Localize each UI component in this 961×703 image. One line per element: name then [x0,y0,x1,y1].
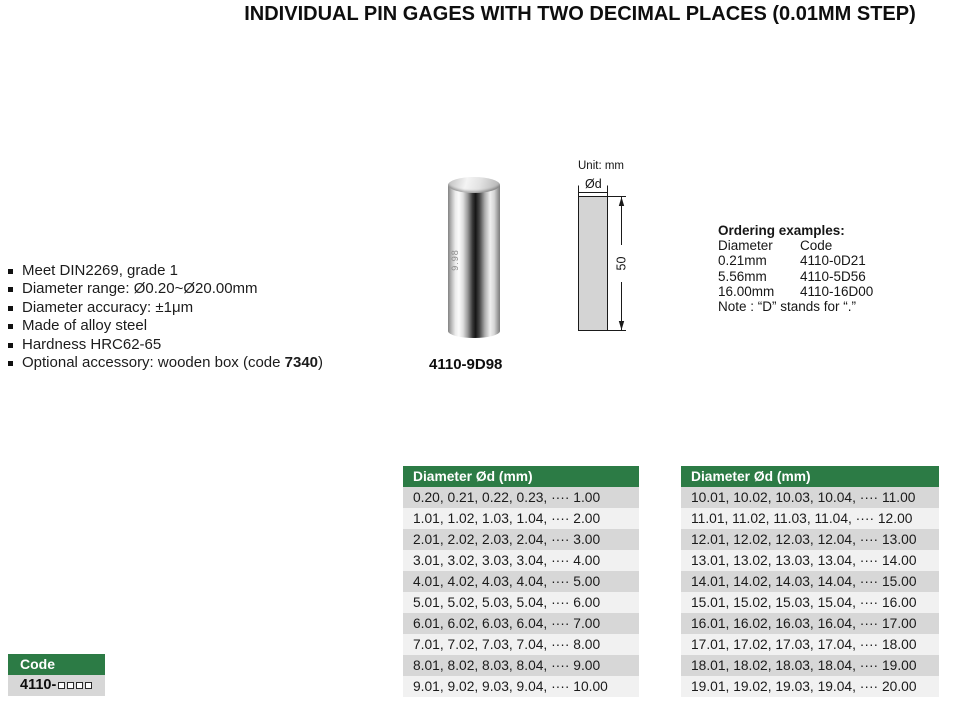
pin-top-cap [448,177,500,193]
table-row: 8.01, 8.02, 8.03, 8.04, ···· 9.00 [403,655,639,676]
feature-text: Diameter range: Ø0.20~Ø20.00mm [22,280,258,298]
ordering-note: Note : “D” stands for “.” [718,299,857,315]
feature-text: Diameter accuracy: ±1μm [22,298,194,316]
table-row: 16.01, 16.02, 16.03, 16.04, ···· 17.00 [681,613,939,634]
table-row: 11.01, 11.02, 11.03, 11.04, ···· 12.00 [681,508,939,529]
feature-text: Made of alloy steel [22,317,148,335]
arrow-up-icon [619,197,624,206]
product-model-label: 4110-9D98 [429,356,503,373]
table-row: 17.01, 17.02, 17.03, 17.04, ···· 18.00 [681,634,939,655]
dimension-drawing [570,157,650,339]
ordering-row [718,269,953,284]
ordering-code: 4110-16D00 [800,283,874,299]
table-row: 6.01, 6.02, 6.03, 6.04, ···· 7.00 [403,613,639,634]
table-row: 1.01, 1.02, 1.03, 1.04, ···· 2.00 [403,508,639,529]
feature-text: Meet DIN2269, grade 1 [22,262,178,279]
ordering-title: Ordering examples: [718,223,845,238]
feature-item [8,317,323,335]
ordering-diameter: 0.21mm [718,253,767,269]
table-row: 14.01, 14.02, 14.03, 14.04, ···· 15.00 [681,571,939,592]
table-row: 3.01, 3.02, 3.03, 3.04, ···· 4.00 [403,550,639,571]
feature-item [8,354,323,372]
feature-item [8,336,323,354]
code-block-header: Code [8,654,105,675]
ordering-header-row [718,238,953,253]
col-diameter-label: Diameter [718,238,773,254]
table-row: 19.01, 19.02, 19.03, 19.04, ···· 20.00 [681,676,939,697]
feature-item [8,280,323,298]
pin-gage-photo [448,177,500,338]
code-prefix: 4110- [20,677,57,693]
table-row: 9.01, 9.02, 9.03, 9.04, ···· 10.00 [403,676,639,697]
length-dim-label: 50 [614,256,629,271]
arrow-down-icon [619,321,624,330]
ordering-code: 4110-5D56 [800,268,866,284]
table-row: 15.01, 15.02, 15.03, 15.04, ···· 16.00 [681,592,939,613]
table-row: 4.01, 4.02, 4.03, 4.04, ···· 5.00 [403,571,639,592]
table-row: 2.01, 2.02, 2.03, 2.04, ···· 3.00 [403,529,639,550]
diameter-table-right [681,466,939,697]
feature-text: Optional accessory: wooden box (code 7340) [22,354,324,372]
ordering-diameter: 16.00mm [718,283,775,299]
table-header: Diameter Ød (mm) [681,466,939,487]
code-pattern [8,675,105,696]
placeholder-square-icon [67,682,74,689]
ordering-code: 4110-0D21 [800,253,866,269]
bullet-square-icon [8,343,13,348]
pin-outline-rect [579,197,608,331]
table-row: 0.20, 0.21, 0.22, 0.23, ···· 1.00 [403,487,639,508]
table-row: 10.01, 10.02, 10.03, 10.04, ···· 11.00 [681,487,939,508]
table-row: 12.01, 12.02, 12.03, 12.04, ···· 13.00 [681,529,939,550]
unit-label: Unit: mm [578,160,624,172]
ordering-row [718,253,953,268]
page-title: INDIVIDUAL PIN GAGES WITH TWO DECIMAL PLACES (0.01MM STEP) [244,3,916,25]
feature-list [8,262,323,372]
table-row: 18.01, 18.02, 18.03, 18.04, ···· 19.00 [681,655,939,676]
table-row: 13.01, 13.02, 13.03, 13.04, ···· 14.00 [681,550,939,571]
bullet-square-icon [8,361,13,366]
ordering-diameter: 5.56mm [718,268,767,284]
table-row: 5.01, 5.02, 5.03, 5.04, ···· 6.00 [403,592,639,613]
col-code-label: Code [800,238,833,254]
diameter-dim-label: Ød [585,177,602,191]
table-row: 7.01, 7.02, 7.03, 7.04, ···· 8.00 [403,634,639,655]
ordering-examples [718,223,953,314]
bullet-square-icon [8,324,13,329]
bullet-square-icon [8,287,13,292]
accessory-code: 7340 [284,354,319,372]
placeholder-square-icon [85,682,92,689]
placeholder-square-icon [58,682,65,689]
diameter-table-left [403,466,639,697]
feature-item [8,262,323,280]
code-block [8,654,105,696]
pin-marking-text: 9.98 [449,249,460,271]
feature-text: Hardness HRC62-65 [22,335,162,353]
feature-item [8,299,323,317]
placeholder-square-icon [76,682,83,689]
bullet-square-icon [8,306,13,311]
bullet-square-icon [8,269,13,274]
ordering-row [718,284,953,299]
table-header: Diameter Ød (mm) [403,466,639,487]
